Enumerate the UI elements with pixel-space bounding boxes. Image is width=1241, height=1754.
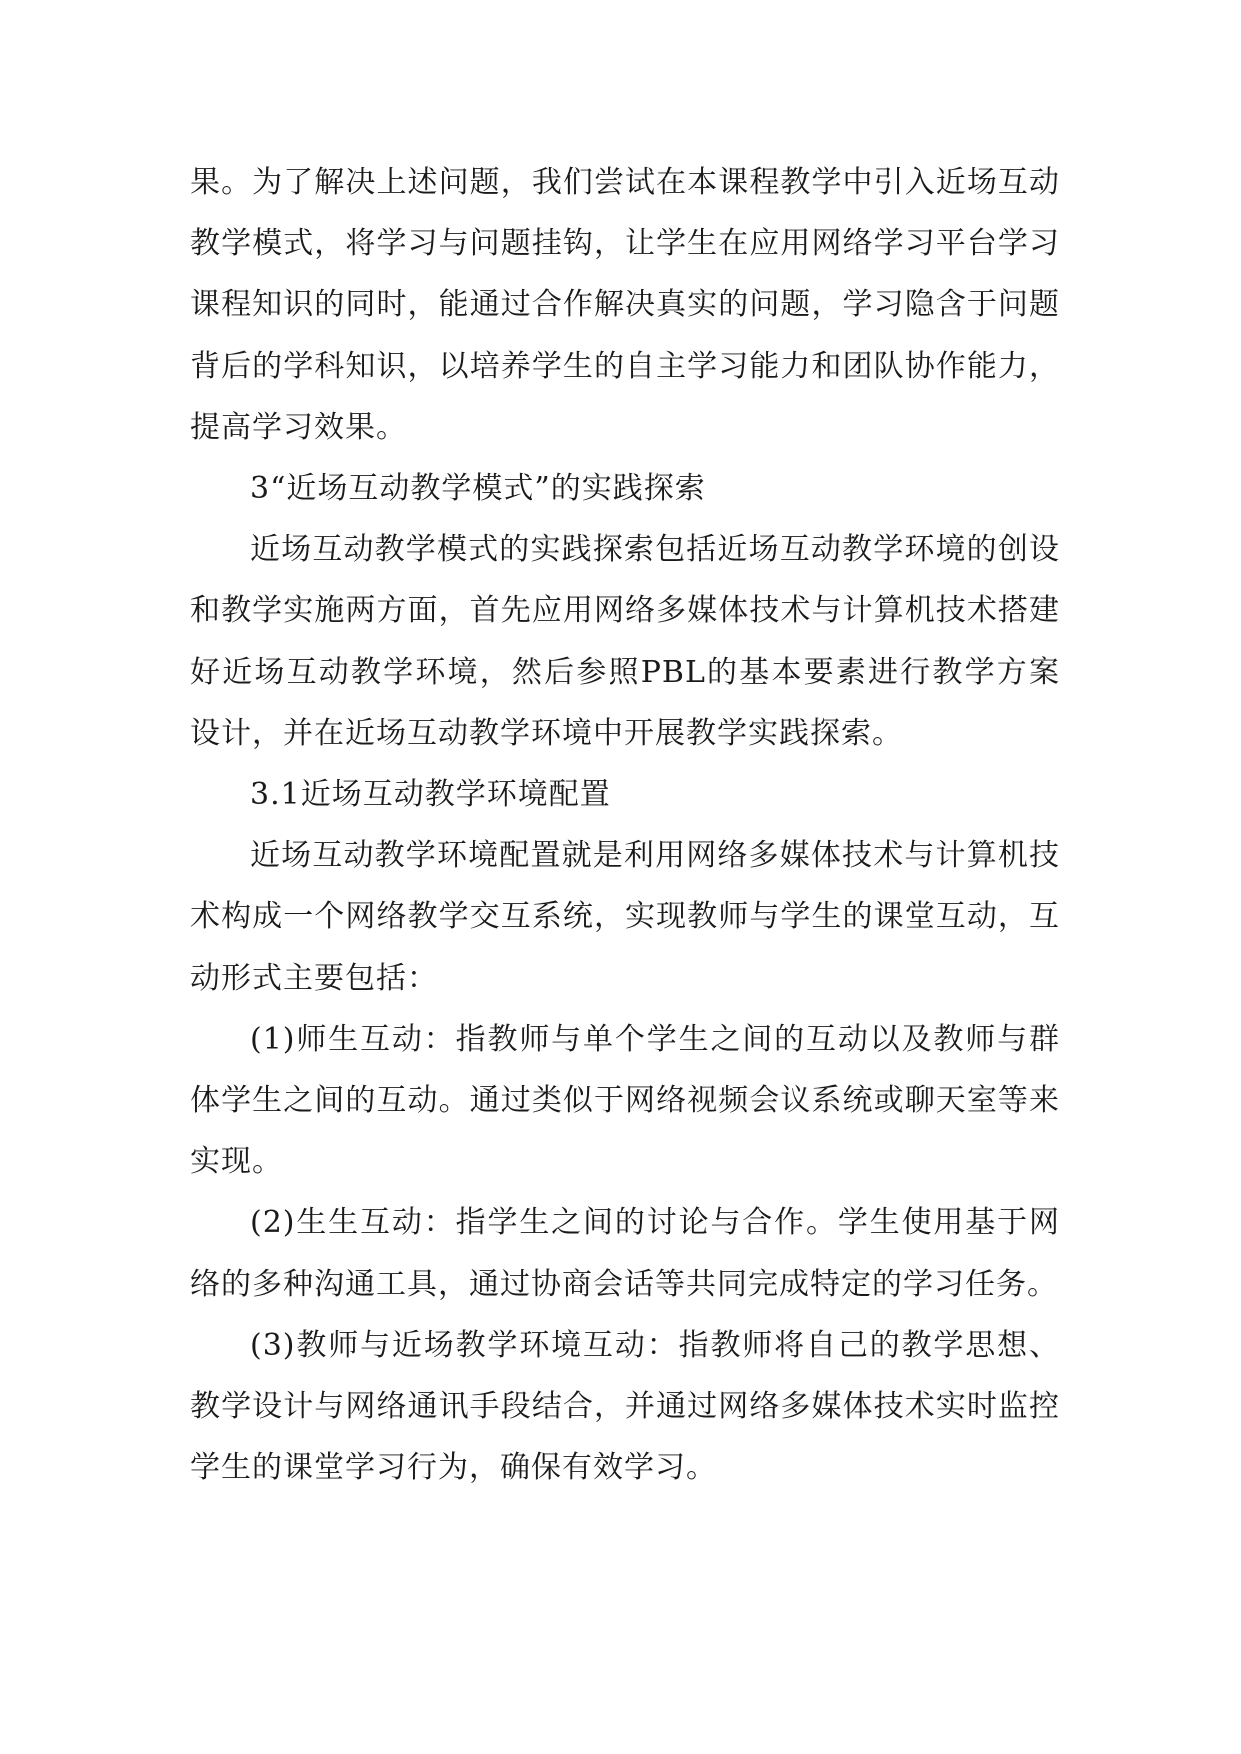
body-paragraph: 近场互动教学模式的实践探索包括近场互动教学环境的创设和教学实施两方面，首先应用网络多媒体技术与计算机技术搭建好近场互动教学环境，然后参照PBL的基本要素进行教学方案设计，并在近场互动教学环境中开展教学实践探索。: [190, 532, 1060, 751]
body-paragraph: 近场互动教学环境配置就是利用网络多媒体技术与计算机技术构成一个网络教学交互系统，实现教师与学生的课堂互动，互动形式主要包括：: [190, 838, 1060, 996]
list-item: (2)生生互动：指学生之间的讨论与合作。学生使用基于网络的多种沟通工具，通过协商会话等共同完成特定的学习任务。: [190, 1205, 1060, 1302]
body-paragraph: 果。为了解决上述问题，我们尝试在本课程教学中引入近场互动教学模式，将学习与问题挂钩，让学生在应用网络学习平台学习课程知识的同时，能通过合作解决真实的问题，学习隐含于问题背后的学科知识，以培养学生的自主学习能力和团队协作能力，提高学习效果。: [190, 165, 1060, 445]
document-body: [190, 152, 1060, 1498]
list-item: (1)师生互动：指教师与单个学生之间的互动以及教师与群体学生之间的互动。通过类似于网络视频会议系统或聊天室等来实现。: [190, 1021, 1060, 1180]
section-heading-3: 3“近场互动教学模式”的实践探索: [250, 471, 706, 507]
list-item: (3)教师与近场教学环境互动：指教师将自己的教学思想、教学设计与网络通讯手段结合，并通过网络多媒体技术实时监控学生的课堂学习行为，确保有效学习。: [190, 1327, 1060, 1486]
section-heading-3-1: 3.1近场互动教学环境配置: [250, 777, 611, 813]
